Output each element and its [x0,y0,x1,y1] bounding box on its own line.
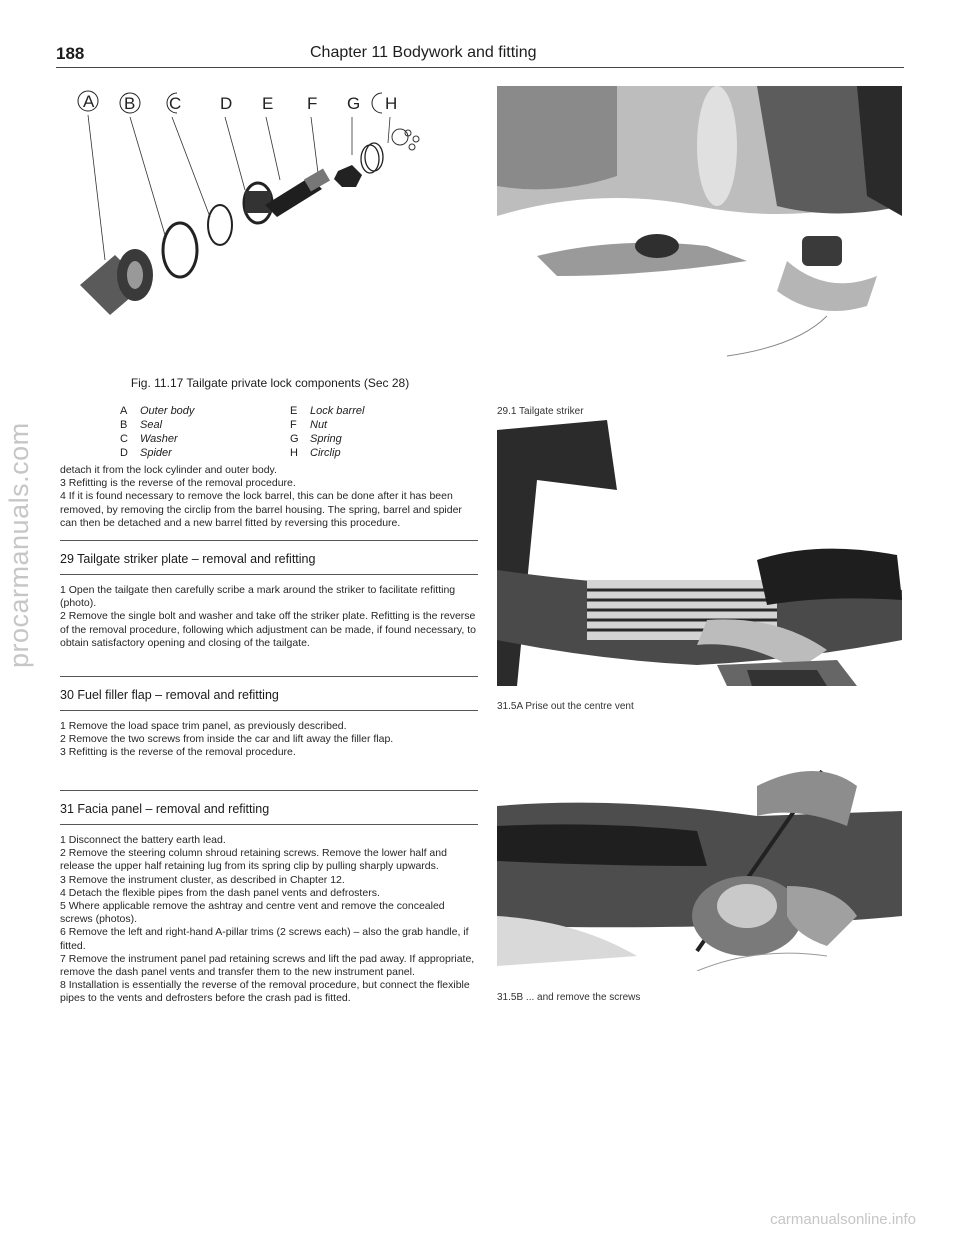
paragraph: 8 Installation is essentially the reverse of the removal procedure, but connect the flexible pipes to the vents and defrosters before the crash pad is fitted. [60,979,470,1005]
paragraph: 2 Remove the single bolt and washer and take off the striker plate. Refitting is the reverse of the removal procedure, following which adjustment can be made, if found necessary, to obtain satisfactory opening and closing of the tailgate. [60,610,476,649]
legend-label: Outer body [140,405,195,417]
legend-key: C [120,433,128,445]
section-29-text [60,584,478,650]
legend-label: Spider [140,447,172,459]
part-letter-b: B [124,94,136,113]
legend-label: Spring [310,433,342,445]
spring-part [361,143,383,173]
section-heading-30: 30 Fuel filler flap – removal and refitting [60,688,279,702]
paragraph: 2 Remove the two screws from inside the car and lift away the filler flap. [60,733,394,746]
legend-label: Nut [310,419,328,431]
outer-body-part [80,249,153,315]
photo-caption-31-5b: 31.5B ... and remove the screws [497,992,641,1003]
paragraph: 1 Disconnect the battery earth lead. [60,834,226,846]
chapter-title: Chapter 11 Bodywork and fitting [310,44,537,61]
washer-part [208,205,232,245]
section-rule [60,574,478,575]
header-rule [56,67,904,68]
legend-label: Circlip [310,447,341,459]
seal-part [163,223,197,277]
legend-label: Lock barrel [310,405,365,417]
paragraph: 4 If it is found necessary to remove the lock barrel, this can be done after it has been removed, by removing the circlip from the barrel housing. The spring, barrel and spider can then be detached and a new barrel fitted by reversing this procedure. [60,490,462,529]
section-rule [60,676,478,677]
section-rule [60,790,478,791]
paragraph: 2 Remove the steering column shroud retaining screws. Remove the lower half and release the upper half retaining lug from its spring clip by pulling sharply upwards. [60,847,447,873]
section-heading-29: 29 Tailgate striker plate – removal and refitting [60,552,316,566]
legend-key: H [290,447,298,459]
part-letter-e: E [262,94,274,113]
photo-caption-29-1: 29.1 Tailgate striker [497,406,584,417]
circlip-part [392,129,419,150]
section-rule [60,824,478,825]
figure-caption: Fig. 11.17 Tailgate private lock components (Sec 28) [130,376,410,390]
paragraph: 3 Remove the instrument cluster, as described in Chapter 12. [60,873,345,886]
paragraph: 4 Detach the flexible pipes from the dash panel vents and defrosters. [60,886,380,899]
legend-key: E [290,405,298,417]
section-rule [60,540,478,541]
part-letter-h: H [385,94,398,113]
section-rule [60,710,478,711]
figure-legend [120,404,460,460]
part-letter-g: G [347,94,361,113]
intro-text [60,464,478,530]
photo-tailgate-striker [497,86,902,394]
legend-label: Washer [140,433,178,445]
legend-key: D [120,447,128,459]
paragraph: 5 Where applicable remove the ashtray and centre vent and remove the concealed screws (photos). [60,900,445,926]
side-watermark: procarmanuals.com [4,422,34,668]
photo-remove-screws [497,716,902,971]
section-heading-31: 31 Facia panel – removal and refitting [60,802,270,816]
legend-key: G [290,433,299,445]
nut-part [334,165,362,187]
paragraph: 1 Open the tailgate then carefully scribe a mark around the striker to facilitate refitting (photo). [60,584,456,610]
part-letter-d: D [220,94,233,113]
spider-part [244,183,272,223]
legend-key: F [290,419,297,431]
section-31-text [60,834,478,1006]
photo-caption-31-5a: 31.5A Prise out the centre vent [497,701,634,712]
paragraph: 3 Refitting is the reverse of the removal procedure. [60,746,296,759]
photo-centre-vent [497,420,902,686]
section-30-text [60,720,478,760]
legend-key: A [120,405,128,417]
paragraph: 6 Remove the left and right-hand A-pillar trims (2 screws each) – also the grab handle, if fitted. [60,926,469,952]
lock-components-diagram [60,85,480,355]
part-letter-f: F [307,94,318,113]
part-letter-a: A [83,92,95,111]
paragraph: 7 Remove the instrument panel pad retaining screws and lift the pad away. If appropriate, remove the dash panel vents and transfer them to the new instrument panel. [60,952,475,979]
paragraph: detach it from the lock cylinder and outer body. [60,464,277,476]
paragraph: 3 Refitting is the reverse of the removal procedure. [60,477,296,490]
legend-key: B [120,419,128,431]
page-number: 188 [56,44,85,63]
footer-watermark: carmanualsonline.info [770,1211,916,1228]
legend-label: Seal [140,419,163,431]
part-letter-c: C [169,94,182,113]
paragraph: 1 Remove the load space trim panel, as previously described. [60,720,347,732]
lock-barrel-part [265,168,330,217]
